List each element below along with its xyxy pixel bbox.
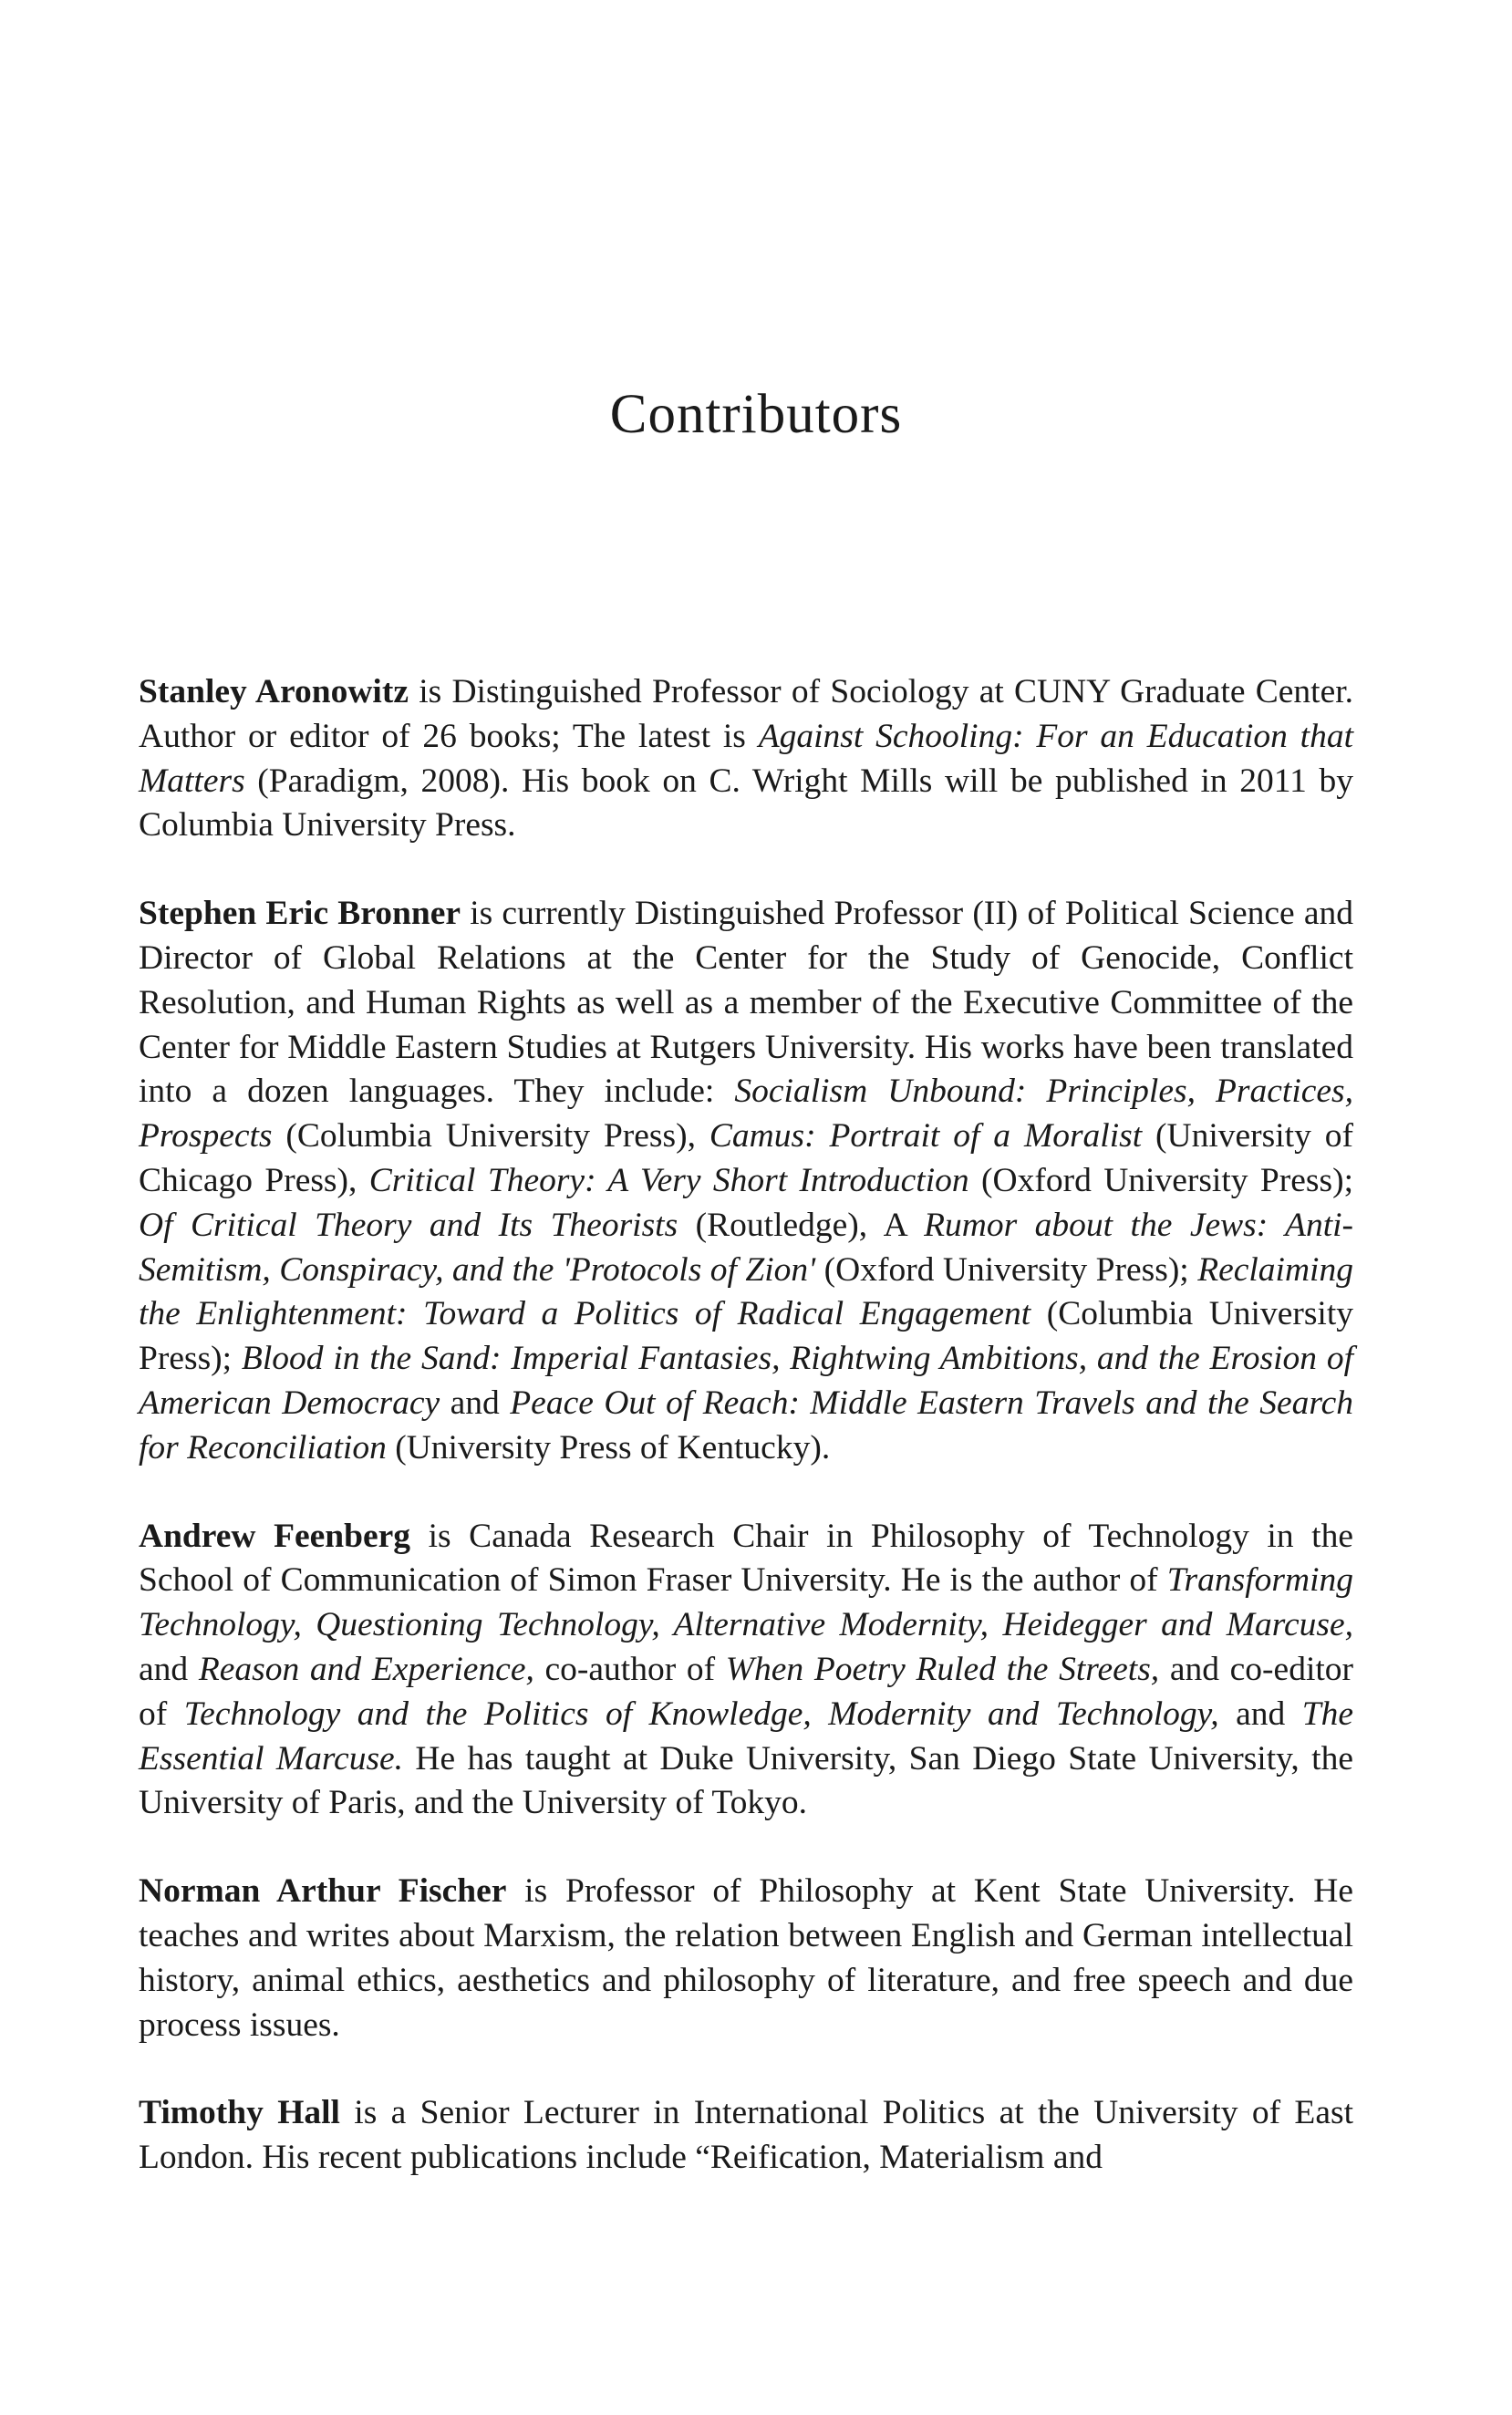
bio-text: and co-editor of: [139, 1650, 1354, 1733]
work-title: Socialism Unbound: Principles, Practices, Prospects: [139, 1073, 1353, 1156]
contributor-entry: [139, 1515, 1353, 1827]
work-title: Peace Out of Reach: Middle Eastern Travels and the Search for Reconciliation: [139, 1384, 1353, 1467]
bio-text: (Oxford University Press);: [968, 1161, 1353, 1199]
bio-text: (Routledge), A: [678, 1206, 925, 1244]
bio-text: He has taught at Duke University, San Diego State University, the University of Paris, and the University of Tokyo.: [139, 1739, 1353, 1822]
bio-text: is Professor of Philosophy at Kent State University. He teaches and writes about Marxism, the relation between English and German intellectual history, animal ethics, aesthetics and philosophy of literature, and free speech and due process issues.: [139, 1872, 1353, 2044]
contributor-name: Stephen Eric Bronner: [139, 895, 461, 933]
work-title: Reclaiming the Enlightenment: Toward a Politics of Radical Engagement: [139, 1250, 1353, 1333]
work-title: Transforming Technology, Questioning Technology, Alternative Modernity, Heidegger and Marcuse,: [139, 1561, 1353, 1644]
contributor-list: [139, 670, 1353, 2224]
bio-text: is a Senior Lecturer in International Politics at the University of East London. His recent publications include “Reification, Materialism and: [139, 2094, 1354, 2177]
contributor-name: Timothy Hall: [139, 2094, 340, 2132]
work-title: Rumor about the Jews: Anti-Semitism, Conspiracy, and the 'Protocols of Zion': [139, 1206, 1354, 1289]
work-title: Blood in the Sand: Imperial Fantasies, Rightwing Ambitions, and the Erosion of American Democracy: [139, 1340, 1353, 1422]
bio-text: (Oxford University Press);: [815, 1250, 1198, 1289]
work-title: Of Critical Theory and Its Theorists: [139, 1206, 678, 1244]
contributor-entry: [139, 670, 1353, 848]
bio-text: co-author of: [533, 1650, 726, 1688]
contributor-entry: [139, 2091, 1353, 2181]
bio-text: (University of Chicago Press),: [139, 1117, 1353, 1199]
contributor-name: Norman Arthur Fischer: [139, 1872, 507, 1911]
work-title: Technology and the Politics of Knowledge, Modernity and Technology,: [183, 1695, 1219, 1733]
bio-text: and: [1218, 1695, 1302, 1733]
bio-text: is Distinguished Professor of Sociology at CUNY Graduate Center. Author or editor of 26 books; The latest is: [139, 673, 1354, 755]
work-title: Reason and Experience,: [198, 1650, 534, 1688]
bio-text: (University Press of Kentucky).: [386, 1428, 831, 1467]
work-title: The Essential Marcuse.: [139, 1695, 1353, 1778]
work-title: Against Schooling: For an Education that Matters: [139, 717, 1353, 800]
work-title: Critical Theory: A Very Short Introduction: [368, 1161, 969, 1199]
contributor-entry: [139, 1870, 1353, 2047]
bio-text: (Columbia University Press);: [139, 1295, 1354, 1378]
bio-text: and: [440, 1384, 511, 1422]
bio-text: is currently Distinguished Professor (II) of Political Science and Director of Global Relations at the Center for the Study of Genocide, Conflict Resolution, and Human Rights as well as a member of the Executive Committee of the Center for Middle Eastern Studies at Rutgers University. His works have been translated into a dozen languages. They include:: [139, 895, 1353, 1111]
contributor-name: Stanley Aronowitz: [139, 673, 409, 710]
bio-text: (Paradigm, 2008). His book on C. Wright Mills will be published in 2011 by Columbia University Press.: [139, 762, 1353, 845]
contributor-entry: [139, 892, 1353, 1470]
work-title: When Poetry Ruled the Streets,: [725, 1650, 1160, 1688]
bio-text: and: [139, 1650, 199, 1688]
work-title: Camus: Portrait of a Moralist: [709, 1117, 1143, 1156]
bio-text: (Columbia University Press),: [272, 1117, 709, 1156]
contributor-name: Andrew Feenberg: [139, 1517, 411, 1555]
page-title: Contributors: [609, 384, 903, 445]
bio-text: is Canada Research Chair in Philosophy of Technology in the School of Communication of Simon Fraser University. He is the author of: [139, 1517, 1353, 1600]
